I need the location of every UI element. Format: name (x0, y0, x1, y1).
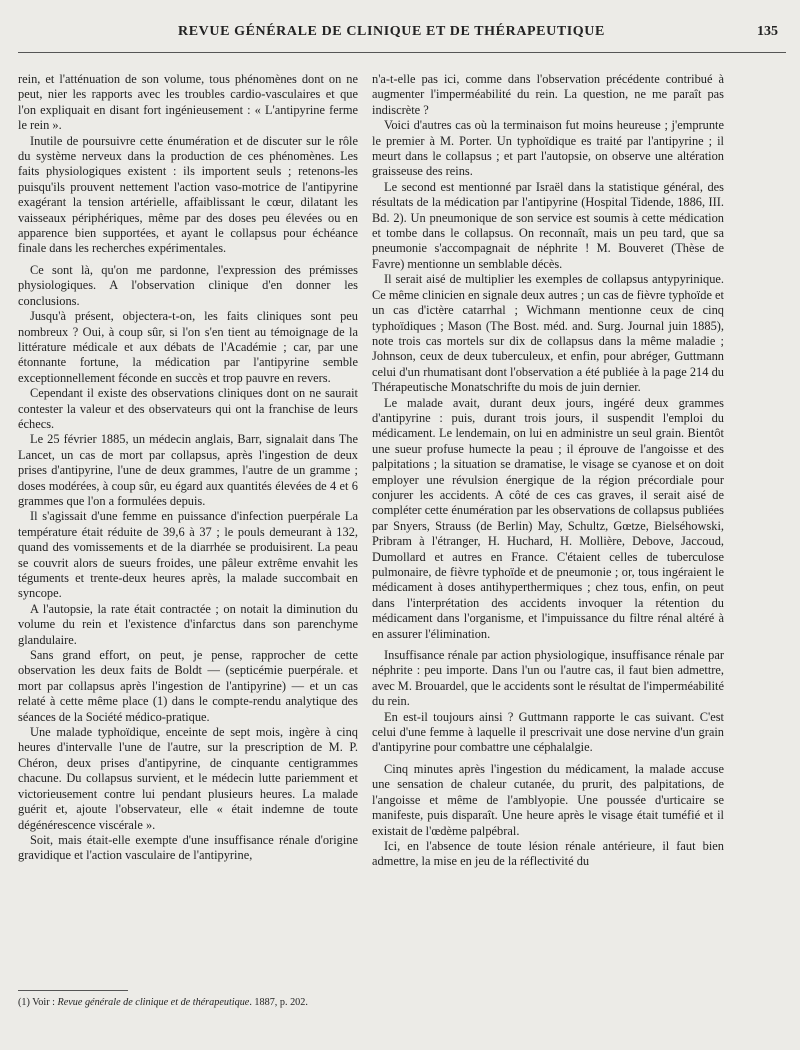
paragraph: rein, et l'atténuation de son volume, tous phénomènes dont on ne peut, nier les rapports avec les troubles cardio-vasculaires et que l'on expliquait en disant fort ingénieusement : « L'antipyrine ferme le rein ». (18, 72, 358, 133)
paragraph: A l'autopsie, la rate était contractée ; on notait la diminution du volume du rein et l'existence d'infarctus dans son parenchyme glandulaire. (18, 601, 358, 647)
page-number: 135 (757, 24, 778, 39)
paragraph: Inutile de poursuivre cette énumération et de discuter sur le rôle du système nerveux dans la production de ces phénomènes. Les faits physiologiques existent : ils importent seuls ; retenons-les puisqu'ils prouvent nettement l'action vaso-motrice de l'antipyrine exagérant la tension artérielle, affaiblissant le cœur, dilatant les vaisseaux périphériques, même par des doses peu élevées ou en apparence bien supportées, et ayant le collapsus pour échéance finale dans les recherches expérimentales. (18, 133, 358, 256)
paragraph: Soit, mais était-elle exempte d'une insuffisance rénale d'origine gravidique et l'action vasculaire de l'antipyrine, (18, 832, 358, 863)
paragraph: Il s'agissait d'une femme en puissance d'infection puerpérale La température était réduite de 39,6 à 37 ; le pouls demeurant à 132, quand des vomissements et de la diarrhée se produisirent. La peau se couvrit alors de sueurs froides, une pâleur extrême envahit les téguments et trente-deux heures après, la malade succombait en syncope. (18, 509, 358, 601)
paragraph: Ici, en l'absence de toute lésion rénale antérieure, il faut bien admettre, la mise en jeu de la réflectivité du (372, 838, 724, 869)
footnote-journal: Revue générale de clinique et de thérapeutique (57, 997, 250, 1008)
left-column (18, 72, 358, 864)
footnote-prefix: (1) Voir : (18, 997, 58, 1008)
paragraph: Il serait aisé de multiplier les exemples de collapsus antypyrinique. Ce même clinicien en signale deux autres ; un cas de fièvre typhoïde et un cas d'ictère catarrhal ; Wichmann mentionne ceux de cinq typhoïdiques ; Mason (The Bost. méd. and. Surg. Journal juin 1885), note trois cas mortels sur dix de collapsus dans la même maladie ; Johnson, ceux de deux tuberculeux, et enfin, pour abréger, Guttmann celui d'un rhumatisant dont l'observation a été publiée à la page 214 du Thérapeutische Monatschrifte du mois de juin dernier. (372, 272, 724, 395)
running-title: REVUE GÉNÉRALE DE CLINIQUE ET DE THÉRAPEUTIQUE (178, 24, 605, 39)
footnote-suffix: . 1887, p. 202. (249, 997, 308, 1008)
paragraph: Sans grand effort, on peut, je pense, rapprocher de cette observation les deux faits de Boldt — (septicémie puerpérale. et mort par collapsus après l'ingestion de l'antipyrine) — et un cas relaté à cette même place (1) dans le compte-rendu analytique des séances de la Société médico-pratique. (18, 648, 358, 724)
paragraph: Insuffisance rénale par action physiologique, insuffisance rénale par néphrite : peu importe. Dans l'un ou l'autre cas, il faut bien admettre, avec M. Brouardel, que le accidents sont le résultat de l'imperméabilité du rein. (372, 648, 724, 709)
right-column (372, 72, 724, 870)
paragraph: Cependant il existe des observations cliniques dont on ne saurait contester la valeur et des observateurs qui ont la franchise de leurs échecs. (18, 386, 358, 431)
paragraph: Ce sont là, qu'on me pardonne, l'expression des prémisses physiologiques. A l'observation clinique d'en donner les conclusions. (18, 262, 358, 308)
paragraph: Jusqu'à présent, objectera-t-on, les faits cliniques sont peu nombreux ? Oui, à coup sûr, si l'on s'en tient au témoignage de la littérature médicale et aux débats de l'Académie ; car, par une étonnante fortune, la médication par l'antipyrine semble exceptionnellement féconde en succès et trop pauvre en revers. (18, 309, 358, 385)
paragraph: n'a-t-elle pas ici, comme dans l'observation précédente contribué à augmenter l'imperméabilité du rein. La question, ne me paraît pas indiscrète ? (372, 72, 724, 117)
paragraph: En est-il toujours ainsi ? Guttmann rapporte le cas suivant. C'est celui d'une femme à laquelle il prescrivait une dose nervine d'un grain d'antipyrine pour combattre une céphalalgie. (372, 709, 724, 755)
footnote-rule (18, 990, 128, 991)
paragraph: Voici d'autres cas où la terminaison fut moins heureuse ; j'emprunte le premier à M. Porter. Un typhoïdique es traité par l'antipyrine ; il meurt dans le collapsus ; et part l'autopsie, on observe une altération graisseuse des reins. (372, 118, 724, 179)
paragraph: Le second est mentionné par Israël dans la statistique général, des résultats de la médication par l'antipyrine (Hospital Tidende, 1886, III. Bd. 2). Un pneumonique de son service est soumis à cette médication et tombe dans le collapsus. On reconnaît, mais un peu tard, que sa pneumonie s'accompagnait de néphrite ! M. Bouveret (Thèse de Favre) mentionne un semblable décès. (372, 179, 724, 271)
page-header (18, 24, 782, 46)
footnote (18, 996, 363, 1009)
paragraph: Le 25 février 1885, un médecin anglais, Barr, signalait dans The Lancet, un cas de mort par collapsus, après l'ingestion de deux prises d'antipyrine, l'une de deux grammes, l'autre de un gramme ; doses modérées, à coup sûr, eu égard aux quantités élevées de 4 et 6 grammes que l'on a formulées depuis. (18, 432, 358, 508)
paragraph: Une malade typhoïdique, enceinte de sept mois, ingère à cinq heures d'intervalle l'une de l'autre, sur la prescription de M. P. Chéron, deux prises d'antipyrine, de cinquante centigrammes chacune. Du collapsus survient, et le médecin lutte pariemment et victorieusement contre lui pendant plusieurs heures. La malade guérit et, ajoute l'observateur, elle « était indemne de toute dégénérescence viscérale ». (18, 725, 358, 832)
paragraph: Le malade avait, durant deux jours, ingéré deux grammes d'antipyrine : puis, durant trois jours, il suspendit l'emploi du médicament. Le lendemain, on lui en administre un seul grain. Bientôt une sueur profuse humecte la peau ; il éprouve de l'angoisse et des palpitations ; la situation se dramatise, le visage se cyanose et on doit employer une révulsion énergique de la région précordiale pour conjurer les accidents. A côté de ces cas graves, il serait aisé de compléter cette énumération par les observations de collapsus publiées par Snyers, Strauss (de Berlin) May, Schultz, Gœtze, Bielséhowski, Pribram à l'étranger, H. Huchard, H. Mollière, Debove, Jaccoud, Dumollard et autres en France. C'étaient celles de tuberculose pulmonaire, de fièvre typhoïde et de pneumonie ; or, tous ingéraient le médicament à doses antihyperthermiques ; chez tous, enfin, on peut dans l'interprétation des accidents invoquer la rétention du médicament dans l'organisme, et l'impuissance du filtre rénal altéré à en assurer l'élimination. (372, 395, 724, 641)
header-rule (18, 52, 786, 53)
paragraph: Cinq minutes après l'ingestion du médicament, la malade accuse une sensation de chaleur cutanée, du prurit, des palpitations, de l'angoisse et même de l'amblyopie. Une poussée d'urticaire se manifeste, puis disparaît. Une heure après le visage était tuméfié et il existait de l'œdème palpébral. (372, 761, 724, 838)
